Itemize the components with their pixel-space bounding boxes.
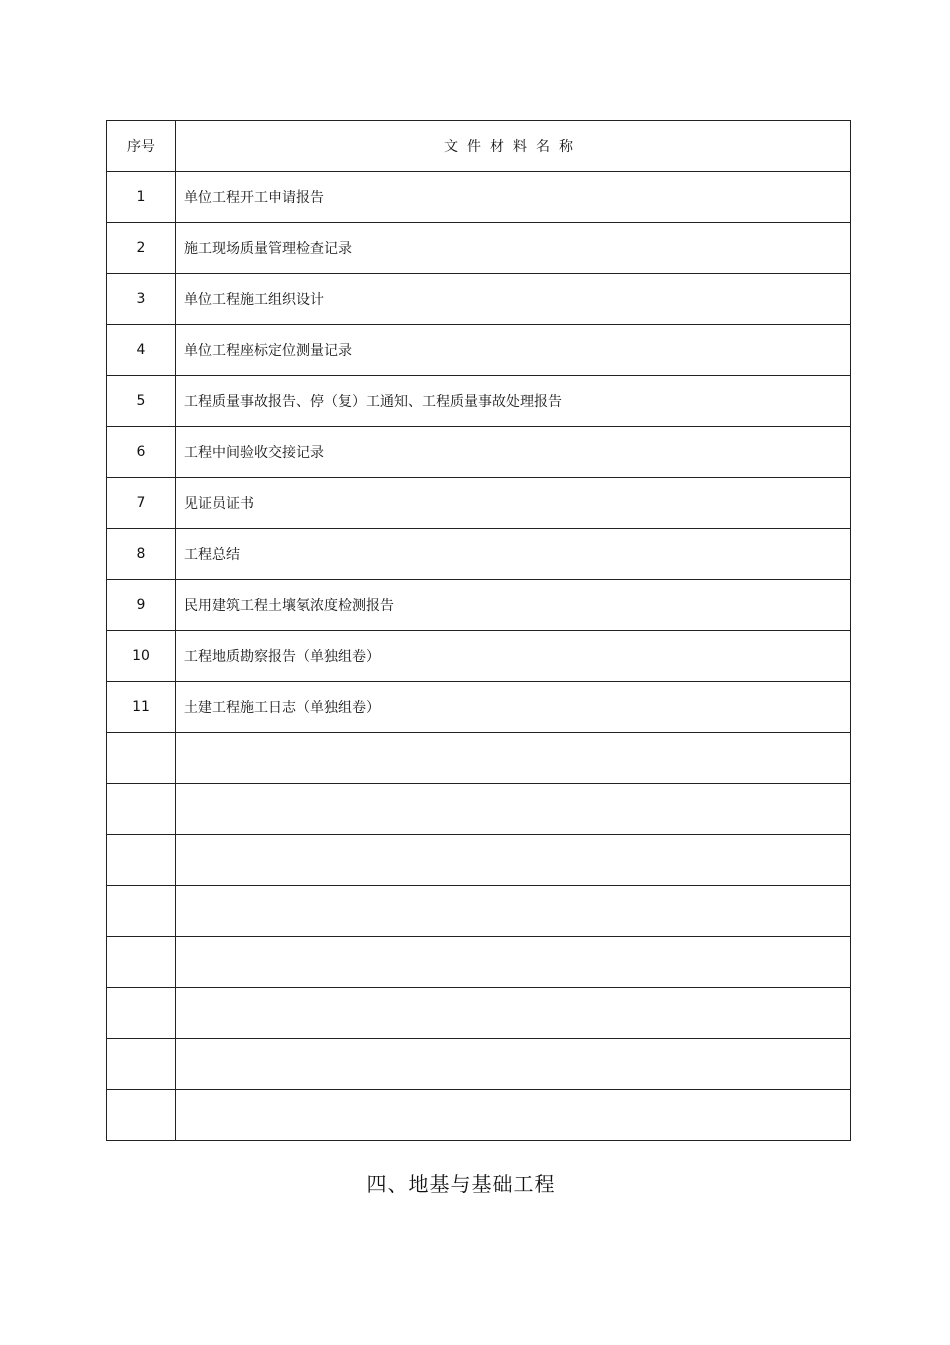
table-row [107,274,851,325]
blank-cell [176,1090,851,1141]
table-row [107,376,851,427]
row-document-name: 民用建筑工程土壤氡浓度检测报告 [176,580,851,631]
blank-cell [107,1090,176,1141]
table-row [107,529,851,580]
row-number: 3 [107,274,176,325]
row-document-name: 土建工程施工日志（单独组卷） [176,682,851,733]
row-document-name: 单位工程开工申请报告 [176,172,851,223]
table-row-blank [107,835,851,886]
row-document-name: 工程地质勘察报告（单独组卷） [176,631,851,682]
table-row [107,427,851,478]
row-number: 2 [107,223,176,274]
blank-cell [176,733,851,784]
blank-cell [107,988,176,1039]
blank-cell [107,886,176,937]
blank-cell [176,835,851,886]
table-row-blank [107,1090,851,1141]
row-number: 7 [107,478,176,529]
blank-cell [107,784,176,835]
header-document-name: 文件材料名称 [176,121,851,172]
table-row [107,478,851,529]
table-row-blank [107,784,851,835]
blank-cell [176,988,851,1039]
row-number: 1 [107,172,176,223]
row-document-name: 见证员证书 [176,478,851,529]
header-serial-number: 序号 [107,121,176,172]
row-number: 10 [107,631,176,682]
row-number: 6 [107,427,176,478]
row-document-name: 单位工程座标定位测量记录 [176,325,851,376]
blank-cell [107,1039,176,1090]
table-row [107,580,851,631]
blank-cell [176,784,851,835]
table-row [107,223,851,274]
blank-cell [107,937,176,988]
table-row-blank [107,886,851,937]
row-number: 9 [107,580,176,631]
blank-cell [176,1039,851,1090]
blank-cell [107,733,176,784]
row-document-name: 施工现场质量管理检查记录 [176,223,851,274]
row-document-name: 工程总结 [176,529,851,580]
table-row-blank [107,733,851,784]
row-document-name: 工程中间验收交接记录 [176,427,851,478]
row-document-name: 单位工程施工组织设计 [176,274,851,325]
table-header-row [107,121,851,172]
blank-cell [107,835,176,886]
row-number: 4 [107,325,176,376]
row-document-name: 工程质量事故报告、停（复）工通知、工程质量事故处理报告 [176,376,851,427]
table-row [107,325,851,376]
table-row-blank [107,937,851,988]
section-heading: 四、地基与基础工程 [366,1172,556,1196]
blank-cell [176,937,851,988]
table-row-blank [107,988,851,1039]
table-row-blank [107,1039,851,1090]
row-number: 5 [107,376,176,427]
table-row [107,631,851,682]
blank-cell [176,886,851,937]
row-number: 11 [107,682,176,733]
table-row [107,682,851,733]
row-number: 8 [107,529,176,580]
table-row [107,172,851,223]
document-list-table [106,120,851,1141]
